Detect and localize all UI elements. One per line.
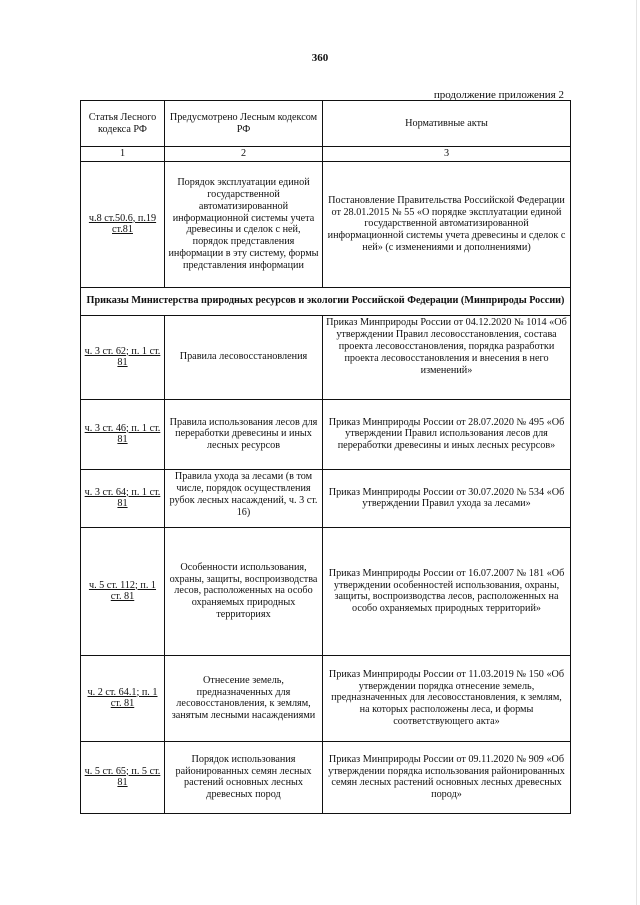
article-ref: ч. 2 ст. 64.1; п. 1 ст. 81 bbox=[81, 655, 165, 741]
provision-text: Порядок использования районированных семян лесных растений основных лесных древесных пород bbox=[165, 741, 323, 813]
normative-act: Приказ Минприроды России от 11.03.2019 № 150 «Об утверждении порядка отнесение земель, предназначенных для лесовосстановления, к землям, на которых расположены леса, и формы соответствующего акта» bbox=[323, 655, 571, 741]
section-title: Приказы Министерства природных ресурсов и экологии Российской Федерации (Минприроды России) bbox=[81, 287, 571, 315]
scan-edge bbox=[636, 0, 637, 905]
table-header-row bbox=[81, 101, 571, 147]
normative-act: Постановление Правительства Российской Федерации от 28.01.2015 № 55 «О порядке эксплуатации единой государственной автоматизированной информационной системы учета древесины и сделок с ней» (с изменениями и дополнениями) bbox=[323, 161, 571, 287]
column-number: 3 bbox=[323, 147, 571, 162]
article-ref: ч. 5 ст. 65; п. 5 ст. 81 bbox=[81, 741, 165, 813]
provision-text: Отнесение земель, предназначенных для лесовосстановления, к землям, занятым лесными насаждениями bbox=[165, 655, 323, 741]
table-row bbox=[81, 527, 571, 655]
provision-text: Правила использования лесов для переработки древесины и иных лесных ресурсов bbox=[165, 399, 323, 469]
table-row bbox=[81, 161, 571, 287]
header-provision: Предусмотрено Лесным кодексом РФ bbox=[165, 101, 323, 147]
normative-acts-table bbox=[80, 100, 571, 814]
article-ref: ч. 3 ст. 46; п. 1 ст. 81 bbox=[81, 399, 165, 469]
table-row bbox=[81, 469, 571, 527]
table-row bbox=[81, 315, 571, 399]
provision-text: Правила ухода за лесами (в том числе, порядок осуществления рубок лесных насаждений, ч. 3 ст. 16) bbox=[165, 469, 323, 527]
normative-act: Приказ Минприроды России от 04.12.2020 № 1014 «Об утверждении Правил лесовосстановления, состава проекта лесовосстановления, порядка разработки проекта лесовосстановления и внесения в него изменений» bbox=[323, 315, 571, 399]
column-number: 2 bbox=[165, 147, 323, 162]
continuation-note: продолжение приложения 2 bbox=[433, 89, 564, 101]
article-ref: ч. 3 ст. 64; п. 1 ст. 81 bbox=[81, 469, 165, 527]
header-article: Статья Лесного кодекса РФ bbox=[81, 101, 165, 147]
page-number: 360 bbox=[311, 52, 329, 64]
provision-text: Порядок эксплуатации единой государственной автоматизированной информационной системы учета древесины и сделок с ней, порядок представления информации в эту систему, формы представления информации bbox=[165, 161, 323, 287]
section-header-row bbox=[81, 287, 571, 315]
table-row bbox=[81, 655, 571, 741]
column-number-row bbox=[81, 147, 571, 162]
normative-act: Приказ Минприроды России от 30.07.2020 № 534 «Об утверждении Правил ухода за лесами» bbox=[323, 469, 571, 527]
table-row bbox=[81, 741, 571, 813]
column-number: 1 bbox=[81, 147, 165, 162]
article-ref: ч. 3 ст. 62; п. 1 ст. 81 bbox=[81, 315, 165, 399]
provision-text: Особенности использования, охраны, защиты, воспроизводства лесов, расположенных на особо охраняемых природных территориях bbox=[165, 527, 323, 655]
article-ref: ч. 5 ст. 112; п. 1 ст. 81 bbox=[81, 527, 165, 655]
normative-act: Приказ Минприроды России от 16.07.2007 № 181 «Об утверждении особенностей использования, охраны, защиты, воспроизводства лесов, расположенных на особо охраняемых природных территорий» bbox=[323, 527, 571, 655]
normative-act: Приказ Минприроды России от 09.11.2020 № 909 «Об утверждении порядка использования районированных семян лесных растений основных лесных древесных пород» bbox=[323, 741, 571, 813]
table-row bbox=[81, 399, 571, 469]
provision-text: Правила лесовосстановления bbox=[165, 315, 323, 399]
header-acts: Нормативные акты bbox=[323, 101, 571, 147]
normative-act: Приказ Минприроды России от 28.07.2020 № 495 «Об утверждении Правил использования лесов для переработки древесины и иных лесных ресурсов» bbox=[323, 399, 571, 469]
article-ref: ч.8 ст.50.6, п.19 ст.81 bbox=[81, 161, 165, 287]
